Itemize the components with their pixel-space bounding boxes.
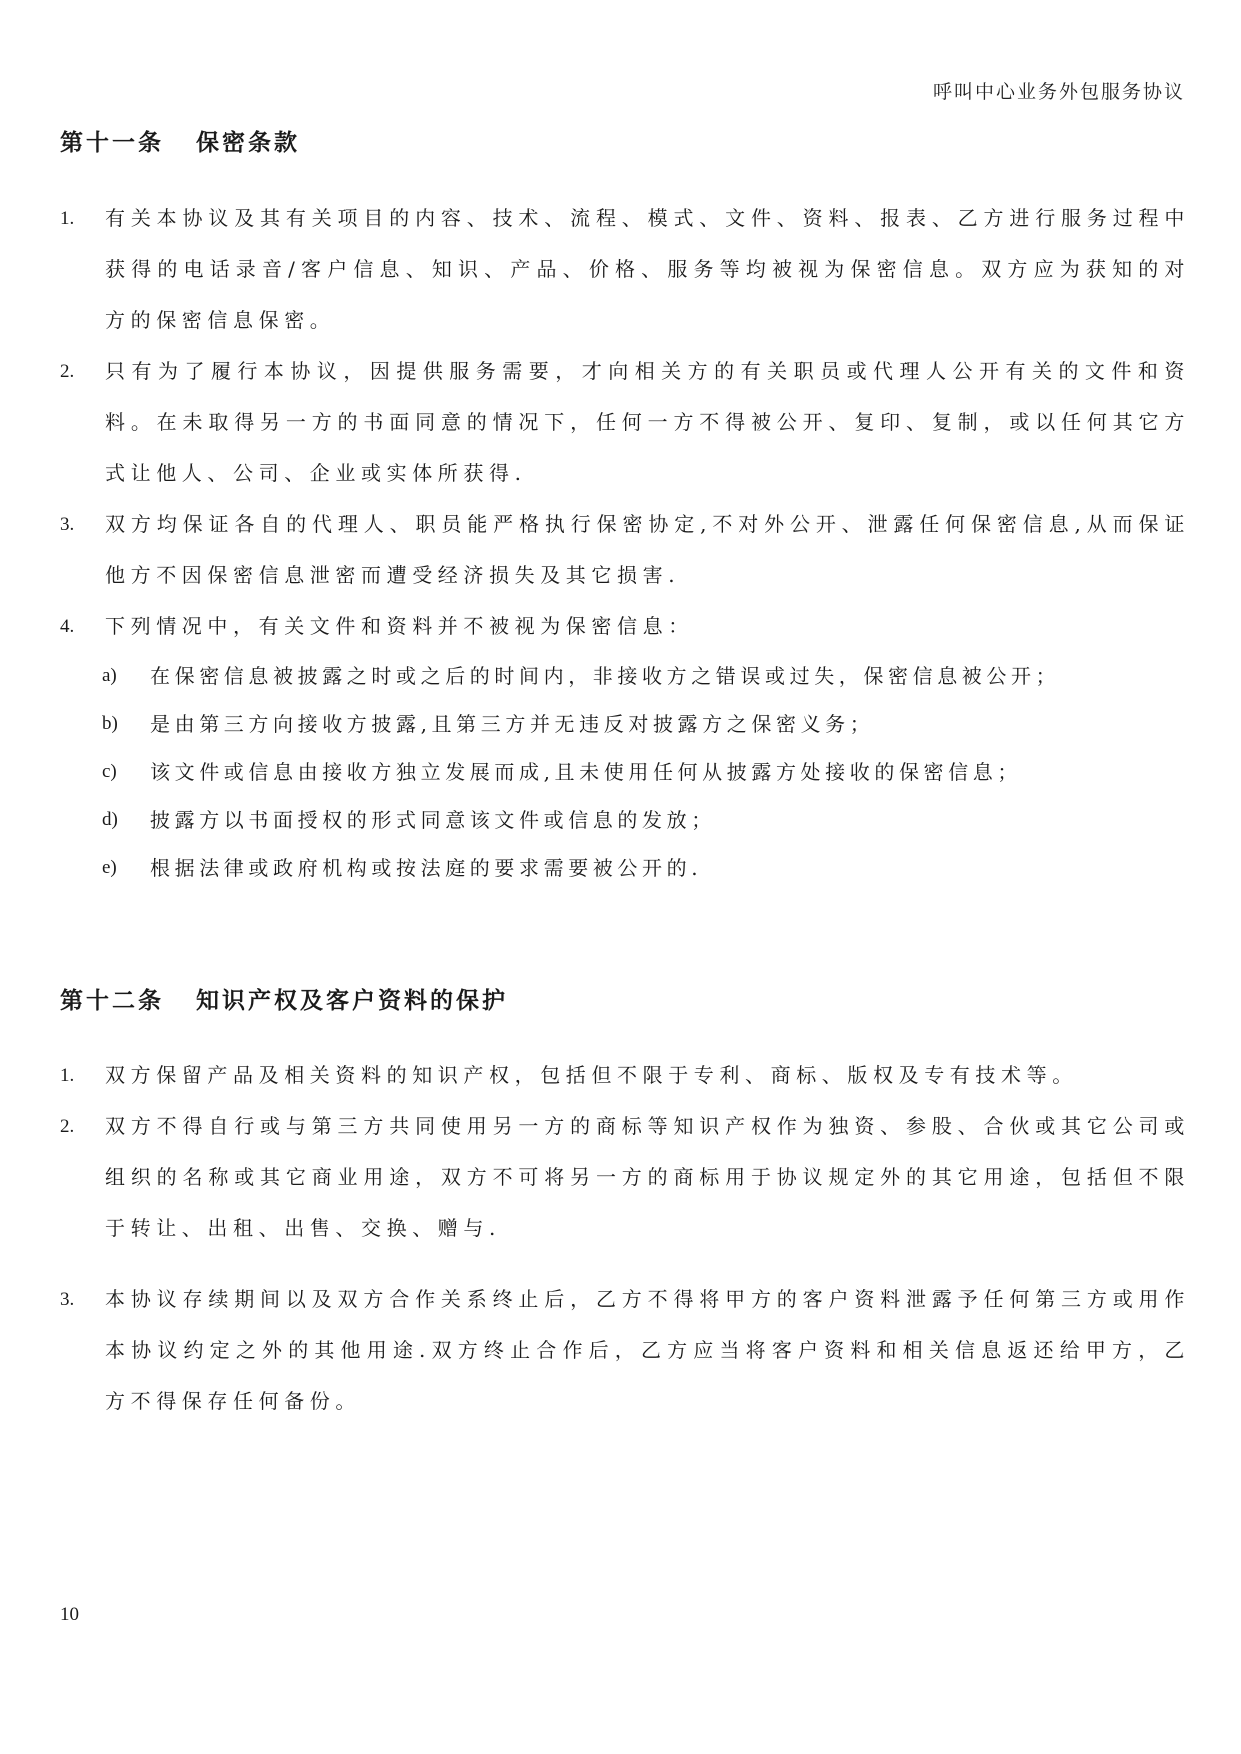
section-title — [60, 128, 1190, 158]
clause-number: 1. — [60, 1065, 75, 1086]
section-ip-protection-body — [60, 1050, 1190, 1427]
sub-clause-item — [60, 700, 1190, 748]
sub-clause-letter: d) — [102, 809, 118, 830]
section-confidentiality — [60, 128, 1190, 158]
clause-number: 1. — [60, 208, 75, 229]
section-number: 第十二条 — [60, 987, 164, 1014]
clause-number: 2. — [60, 1116, 75, 1137]
running-header: 呼叫中心业务外包服务协议 — [932, 81, 1185, 103]
clause-text: 下列情况中，有关文件和资料并不被视为保密信息： — [105, 614, 694, 638]
section-number: 第十一条 — [60, 129, 164, 156]
clause-text: 只有为了履行本协议，因提供服务需要，才向相关方的有关职员或代理人公开有关的文件和资料。在未取得另一方的书面同意的情况下，任何一方不得被公开、复印、复制，或以任何其它方式让他人、公司、企业或实体所获得. — [105, 359, 1190, 485]
sub-clause-text: 在保密信息被披露之时或之后的时间内，非接收方之错误或过失，保密信息被公开； — [150, 664, 1061, 688]
clause-number: 3. — [60, 1289, 75, 1310]
clause-number: 2. — [60, 361, 75, 382]
sub-clause-letter: a) — [102, 665, 117, 686]
clause-item — [60, 499, 1190, 601]
clause-text: 双方保留产品及相关资料的知识产权，包括但不限于专利、商标、版权及专有技术等。 — [105, 1063, 1078, 1087]
sub-clause-item — [60, 844, 1190, 892]
sub-clause-text: 根据法律或政府机构或按法庭的要求需要被公开的. — [150, 856, 703, 880]
section-title — [60, 986, 1190, 1016]
clause-text: 本协议存续期间以及双方合作关系终止后，乙方不得将甲方的客户资料泄露予任何第三方或用作本协议约定之外的其他用途.双方终止合作后，乙方应当将客户资料和相关信息返还给甲方，乙方不得保存任何备份。 — [105, 1287, 1190, 1413]
section-heading: 保密条款 — [196, 129, 300, 156]
clause-text: 双方均保证各自的代理人、职员能严格执行保密协定,不对外公开、泄露任何保密信息,从而保证他方不因保密信息泄密而遭受经济损失及其它损害. — [105, 512, 1190, 587]
clause-item — [60, 1101, 1190, 1254]
section-confidentiality-body — [60, 193, 1190, 892]
sub-clause-letter: b) — [102, 713, 118, 734]
clause-text: 双方不得自行或与第三方共同使用另一方的商标等知识产权作为独资、参股、合伙或其它公司或组织的名称或其它商业用途，双方不可将另一方的商标用于协议规定外的其它用途，包括但不限于转让、出租、出售、交换、赠与. — [105, 1114, 1190, 1240]
section-heading: 知识产权及客户资料的保护 — [196, 987, 508, 1014]
sub-clause-text: 是由第三方向接收方披露,且第三方并无违反对披露方之保密义务； — [150, 712, 875, 736]
clause-item — [60, 1050, 1190, 1101]
clause-item — [60, 193, 1190, 346]
clause-item — [60, 1274, 1190, 1427]
sub-clause-text: 该文件或信息由接收方独立发展而成,且未使用任何从披露方处接收的保密信息； — [150, 760, 1022, 784]
sub-clause-item — [60, 796, 1190, 844]
clause-number: 3. — [60, 514, 75, 535]
clause-item — [60, 346, 1190, 499]
sub-clause-letter: c) — [102, 761, 117, 782]
sub-clause-item — [60, 652, 1190, 700]
page-number: 10 — [60, 1604, 79, 1625]
sub-clause-text: 披露方以书面授权的形式同意该文件或信息的发放； — [150, 808, 716, 832]
section-ip-protection — [60, 986, 1190, 1016]
sub-clause-item — [60, 748, 1190, 796]
clause-number: 4. — [60, 616, 75, 637]
clause-item — [60, 601, 1190, 652]
clause-text: 有关本协议及其有关项目的内容、技术、流程、模式、文件、资料、报表、乙方进行服务过程中获得的电话录音/客户信息、知识、产品、价格、服务等均被视为保密信息。双方应为获知的对方的保密信息保密。 — [105, 206, 1190, 332]
sub-clause-letter: e) — [102, 857, 117, 878]
